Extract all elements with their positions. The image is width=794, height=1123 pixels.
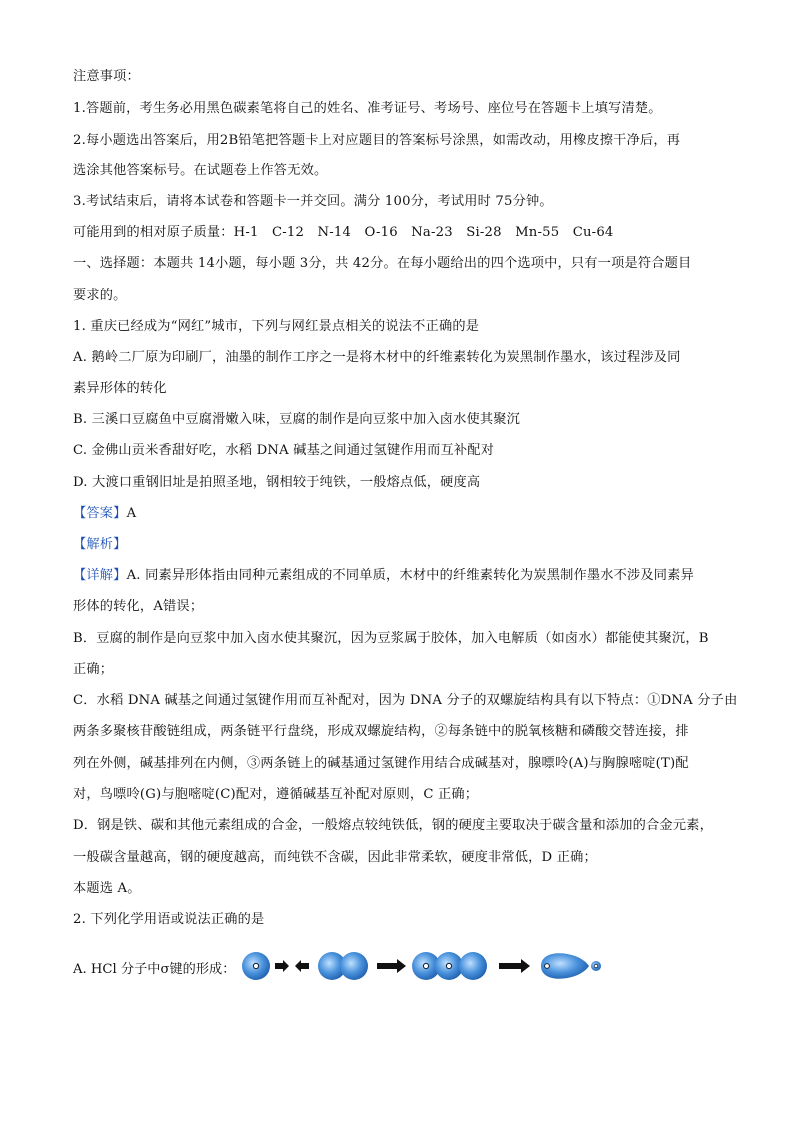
orbital-overlap-figure bbox=[241, 950, 611, 984]
bonded-orbitals bbox=[412, 952, 487, 980]
q1-option-a-cont: 素异形体的转化 bbox=[73, 381, 167, 396]
answer-value: A bbox=[126, 506, 137, 521]
arrow-right-icon bbox=[377, 959, 406, 973]
notice-item-1: 1.答题前，考生务必用黑色碳素笔将自己的姓名、准考证号、考场号、座位号在答题卡上填写清楚。 bbox=[73, 101, 662, 116]
q1-explanation-c-cont3: 对，鸟嘌呤(G)与胞嘧啶(C)配对，遵循碱基互补配对原则，C 正确； bbox=[73, 787, 479, 802]
q1-explanation-b-cont: 正确； bbox=[73, 662, 114, 677]
arrow-left-icon bbox=[295, 960, 309, 972]
notice-item-3: 3.考试结束后，请将本试卷和答题卡一并交回。满分 100分，考试用时 75分钟。 bbox=[73, 194, 553, 209]
notice-item-2-cont: 选涂其他答案标号。在试题卷上作答无效。 bbox=[73, 163, 328, 178]
section-heading: 一、选择题：本题共 14小题，每小题 3分，共 42分。在每小题给出的四个选项中，只有一项是符合题目 bbox=[73, 256, 692, 271]
q1-option-b: B. 三溪口豆腐鱼中豆腐滑嫩入味，豆腐的制作是向豆浆中加入卤水使其聚沉 bbox=[73, 412, 521, 427]
sigma-bond-orbital bbox=[541, 953, 601, 978]
h-s-orbital-1 bbox=[242, 952, 270, 980]
atomic-masses: 可能用到的相对原子质量：H-1 C-12 N-14 O-16 Na-23 Si-28 Mn-55 Cu-64 bbox=[73, 225, 614, 240]
q1-conclusion: 本题选 A。 bbox=[73, 881, 141, 896]
hcl-sigma-bond-diagram bbox=[73, 951, 611, 983]
overlapping-orbitals bbox=[318, 952, 368, 980]
notice-title: 注意事项： bbox=[73, 69, 140, 84]
explanation-a-text: A. 同素异形体指由同种元素组成的不同单质，木材中的纤维素转化为炭黑制作墨水不涉及同素异 bbox=[126, 568, 694, 583]
detail-tag: 【详解】 bbox=[73, 568, 127, 583]
q1-explanation-c: C．水稻 DNA 碱基之间通过氢键作用而互补配对，因为 DNA 分子的双螺旋结构具有以下特点：①DNA 分子由 bbox=[73, 693, 738, 708]
q1-explanation-c-cont1: 两条多聚核苷酸链组成，两条链平行盘绕，形成双螺旋结构，②每条链中的脱氧核糖和磷酸交替连接，排 bbox=[73, 724, 689, 739]
q1-explanation-d-cont: 一般碳含量越高，钢的硬度越高，而纯铁不含碳，因此非常柔软，硬度非常低，D 正确； bbox=[73, 850, 597, 865]
q1-option-d: D. 大渡口重钢旧址是拍照圣地，钢相较于纯铁，一般熔点低，硬度高 bbox=[73, 475, 481, 490]
q1-explanation-c-cont2: 列在外侧，碱基排列在内侧，③两条链上的碱基通过氢键作用结合成碱基对，腺嘌呤(A)与胸腺嘧啶(T)配 bbox=[73, 756, 689, 771]
q1-answer bbox=[73, 504, 136, 524]
q2-option-a: A. HCl 分子中σ键的形成： bbox=[73, 961, 236, 977]
section-heading-cont: 要求的。 bbox=[73, 288, 127, 303]
q1-option-c: C. 金佛山贡米香甜好吃，水稻 DNA 碱基之间通过氢键作用而互补配对 bbox=[73, 443, 495, 458]
q1-explanation-a-cont: 形体的转化，A错误； bbox=[73, 599, 204, 614]
notice-item-2: 2.每小题选出答案后，用2B铅笔把答题卡上对应题目的答案标号涂黑，如需改动，用橡皮擦干净后，再 bbox=[73, 133, 681, 148]
answer-tag: 【答案】 bbox=[73, 506, 127, 521]
q1-stem: 1. 重庆已经成为“网红”城市，下列与网红景点相关的说法不正确的是 bbox=[73, 319, 480, 334]
arrow-right-icon bbox=[499, 959, 530, 973]
q1-explanation-a bbox=[73, 566, 694, 586]
q1-explanation-d: D．钢是铁、碳和其他元素组成的合金，一般熔点较纯铁低，钢的硬度主要取决于碳含量和添加的合金元素， bbox=[73, 818, 713, 833]
q1-option-a: A. 鹅岭二厂原为印刷厂，油墨的制作工序之一是将木材中的纤维素转化为炭黑制作墨水，该过程涉及同 bbox=[73, 350, 681, 365]
q1-analysis-tag: 【解析】 bbox=[73, 537, 127, 552]
q1-explanation-b: B．豆腐的制作是向豆浆中加入卤水使其聚沉，因为豆浆属于胶体，加入电解质（如卤水）都能使其聚沉，B bbox=[73, 631, 709, 646]
arrow-right-icon bbox=[275, 960, 289, 972]
q2-stem: 2. 下列化学用语或说法正确的是 bbox=[73, 912, 265, 927]
